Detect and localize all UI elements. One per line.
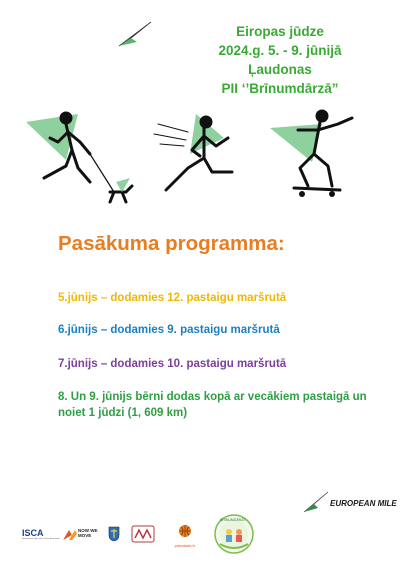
now-we-move-logo: [63, 527, 103, 545]
walker-with-dog-figure: [22, 108, 142, 206]
basketball-icon: [178, 524, 192, 538]
now-we-move-text: NOW WE MOVE: [78, 528, 98, 538]
event-dates: 2024.g. 5. - 9. jūnijā: [218, 43, 342, 58]
program-item-june-5: 5.jūnijs – dodamies 12. pastaigu maršrutā: [58, 292, 287, 304]
paper-plane-icon: [117, 20, 153, 48]
program-item-june-6: 6.jūnijs – dodamies 9. pastaigu maršrutā: [58, 324, 280, 336]
isca-logo-text: ISCA: [22, 528, 44, 538]
program-item-june-8-9: 8. Un 9. jūnijs bērni dodas kopā ar vecākiem pastaigā un noiet 1 jūdzi (1, 609 km): [58, 391, 367, 419]
european-mile-label: EUROPEAN MILE: [330, 499, 397, 508]
event-header: [150, 22, 400, 98]
event-location: Ļaudonas: [248, 62, 312, 77]
runner-figure: [148, 110, 248, 198]
european-mile-logo-icon: [302, 490, 330, 514]
isca-logo-subtext: International Sport and Culture Association: [22, 538, 60, 540]
program-heading: Pasākuma programma:: [58, 232, 285, 255]
event-title: Eiropas jūdze: [236, 24, 324, 39]
skateboarder-figure: [268, 108, 368, 200]
primdarbi-text: primdarbi.lv: [174, 543, 196, 548]
event-venue: PII ‘’Brīnumdārzā”: [221, 81, 339, 96]
primdarbi-logo: [172, 524, 198, 548]
madona-region-logo-icon: [130, 524, 156, 544]
now-we-move-icon: [63, 530, 77, 540]
isca-logo: [22, 528, 60, 540]
coat-of-arms-icon: [108, 526, 120, 542]
brinumdarzs-logo: [214, 514, 254, 554]
brinumdarzs-text: BRĪNUMDĀRZS: [220, 518, 246, 522]
program-item-june-7: 7.jūnijs – dodamies 10. pastaigu maršrutā: [58, 358, 287, 370]
